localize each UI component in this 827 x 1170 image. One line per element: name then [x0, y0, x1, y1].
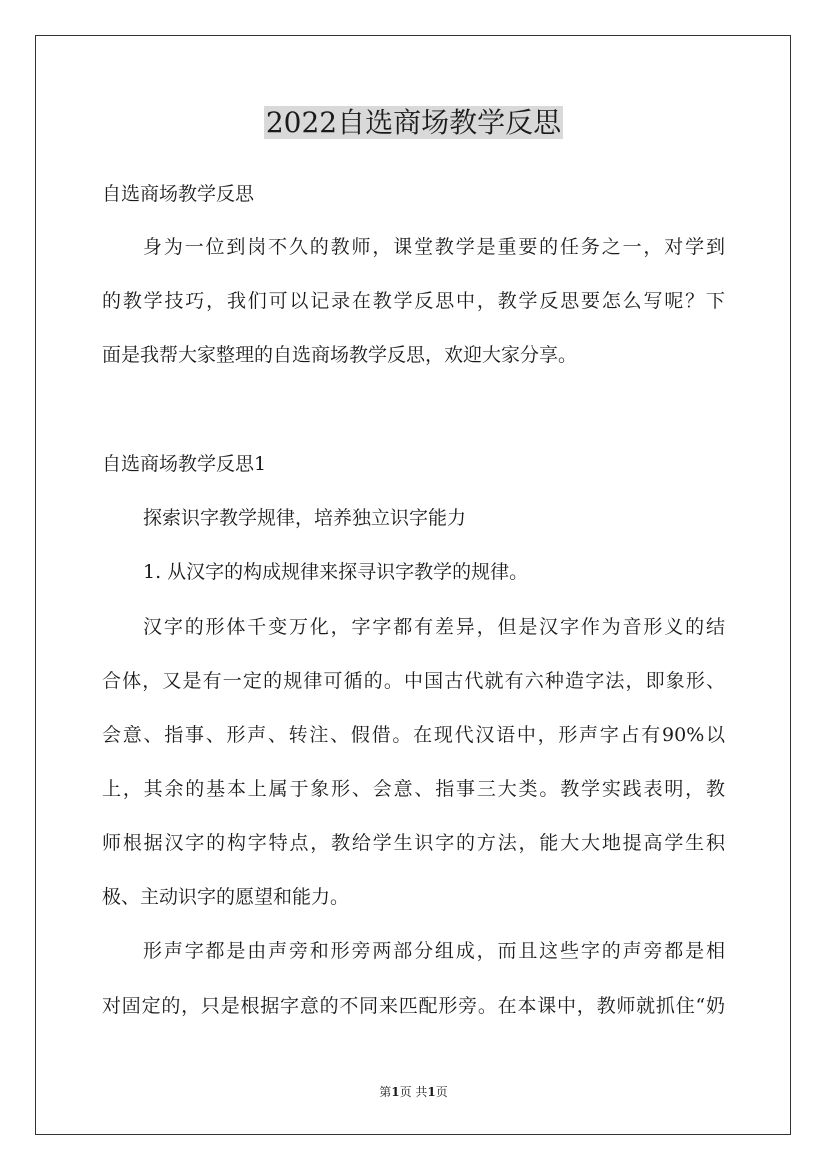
para-2-line-2: 对固定的，只是根据字意的不同来匹配形旁。在本课中，教师就抓住“奶 — [102, 995, 725, 1017]
intro-line-2: 的教学技巧，我们可以记录在教学反思中，教学反思要怎么写呢？下 — [102, 290, 725, 312]
para-1-line-6: 极、主动识字的愿望和能力。 — [102, 886, 350, 908]
footer-page-number: 1 — [391, 1085, 400, 1099]
para-1-line-1: 汉字的形体千变万化，字字都有差异，但是汉字作为音形义的结 — [143, 616, 725, 638]
document-subtitle: 自选商场教学反思 — [102, 183, 255, 205]
footer-prefix: 第 — [379, 1085, 392, 1099]
section-heading: 自选商场教学反思1 — [102, 453, 267, 475]
para-2-line-1: 形声字都是由声旁和形旁两部分组成，而且这些字的声旁都是相 — [143, 940, 725, 962]
footer-mid: 页 共 — [399, 1085, 428, 1099]
footer-suffix: 页 — [435, 1085, 448, 1099]
intro-line-1: 身为一位到岗不久的教师，课堂教学是重要的任务之一，对学到 — [143, 236, 725, 258]
para-1-line-3: 会意、指事、形声、转注、假借。在现代汉语中，形声字占有90%以 — [102, 724, 725, 746]
footer-total-pages: 1 — [427, 1085, 436, 1099]
point-1: 1. 从汉字的构成规律来探寻识字教学的规律。 — [143, 561, 529, 583]
para-1-line-5: 师根据汉字的构字特点，教给学生识字的方法，能大大地提高学生积 — [102, 832, 725, 854]
para-1-line-4: 上，其余的基本上属于象形、会意、指事三大类。教学实践表明，教 — [102, 778, 725, 800]
document-title — [0, 103, 827, 143]
page-footer — [0, 1084, 827, 1100]
intro-line-3: 面是我帮大家整理的自选商场教学反思，欢迎大家分享。 — [102, 344, 578, 366]
section-subheading: 探索识字教学规律，培养独立识字能力 — [143, 507, 467, 529]
para-1-line-2: 合体，又是有一定的规律可循的。中国古代就有六种造字法，即象形、 — [102, 670, 725, 692]
document-title-text: 2022自选商场教学反思 — [265, 106, 562, 139]
